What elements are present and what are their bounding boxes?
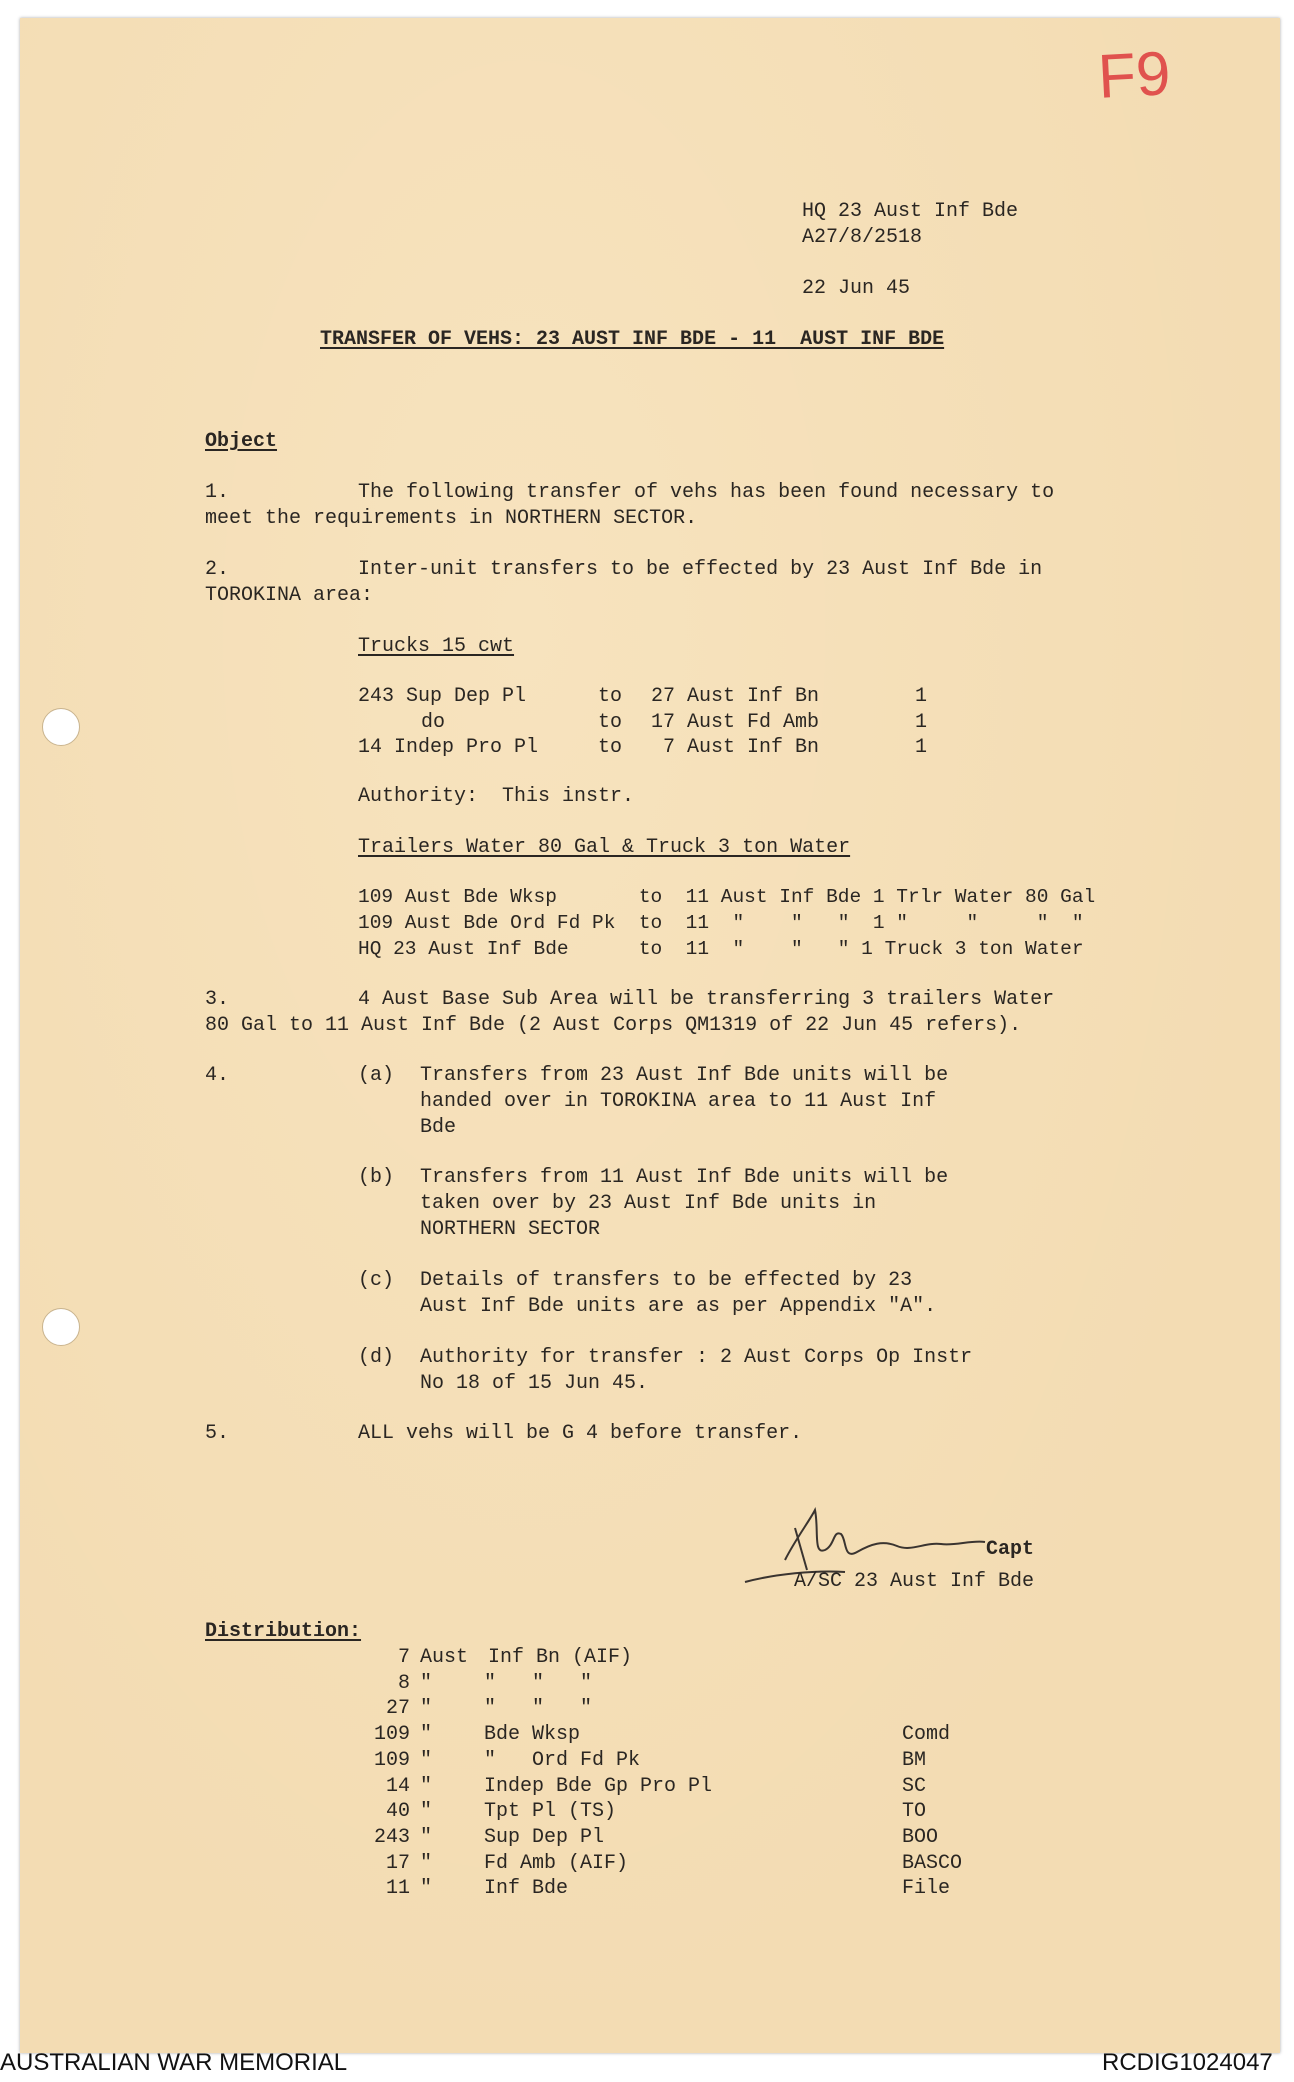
para4-item-label: (d) — [358, 1346, 395, 1369]
distribution-number: 17 — [385, 1851, 410, 1875]
distribution-number: 109 — [373, 1748, 410, 1772]
trucks-row-to: to — [598, 736, 623, 759]
para3-number: 3. — [205, 988, 230, 1011]
document-title: TRANSFER OF VEHS: 23 AUST INF BDE - 11 AUST INF BDE — [320, 328, 945, 351]
distribution-number: 27 — [385, 1697, 410, 1721]
trucks-row-qty: 1 — [915, 685, 928, 708]
object-heading: Object — [205, 430, 278, 453]
distribution-unit: Tpt Pl (TS) — [484, 1800, 617, 1824]
para3-line2: 80 Gal to 11 Aust Inf Bde (2 Aust Corps QM1319 of 22 Jun 45 refers). — [205, 1014, 1022, 1037]
distribution-unit: Bde Wksp — [484, 1723, 581, 1747]
distribution-number: 14 — [385, 1774, 410, 1798]
para1-line2: meet the requirements in NORTHERN SECTOR. — [205, 507, 698, 530]
para4-item-label: (c) — [358, 1269, 395, 1292]
para3-line1: 4 Aust Base Sub Area will be transferring 3 trailers Water — [358, 988, 1055, 1011]
para1-number: 1. — [205, 481, 230, 504]
para1-line1: The following transfer of vehs has been found necessary to — [358, 481, 1055, 504]
para4-item-line: Bde — [420, 1116, 457, 1139]
distribution-ditto: " — [420, 1697, 433, 1721]
header-date: 22 Jun 45 — [802, 277, 911, 300]
para4-item-label: (b) — [358, 1166, 395, 1189]
distribution-ditto: " — [420, 1723, 433, 1747]
distribution-number: 40 — [385, 1800, 410, 1824]
trucks-row-from: 14 Indep Pro Pl — [358, 736, 539, 759]
trucks-row-unit: 27 Aust Inf Bn — [651, 685, 820, 708]
trucks-row-to: to — [598, 685, 623, 708]
distribution-number: 109 — [373, 1723, 410, 1747]
trailers-heading: Trailers Water 80 Gal & Truck 3 ton Water — [358, 836, 851, 859]
footer-id: RCDIG1024047 — [1102, 2049, 1273, 2076]
para4-item-line: Aust Inf Bde units are as per Appendix "A". — [420, 1295, 937, 1318]
distribution-unit: " Ord Fd Pk — [484, 1748, 641, 1772]
distribution-recipient: SC — [902, 1774, 927, 1798]
distribution-recipient: BM — [902, 1748, 927, 1772]
punch-hole-top — [42, 708, 80, 746]
distribution-recipient: File — [902, 1877, 951, 1901]
trucks-row-unit: 7 Aust Inf Bn — [651, 736, 820, 759]
trailers-row: 109 Aust Bde Ord Fd Pk to 11 " " " 1 " " " " — [358, 912, 1084, 934]
distribution-ditto: Aust — [420, 1646, 469, 1669]
distribution-ditto: " — [420, 1851, 433, 1875]
distribution-recipient: BASCO — [902, 1851, 963, 1875]
para4-item-line: Details of transfers to be effected by 23 — [420, 1269, 913, 1292]
distribution-unit: Inf Bn (AIF) — [488, 1646, 633, 1669]
punch-hole-bottom — [42, 1308, 80, 1346]
para4-item-line: NORTHERN SECTOR — [420, 1218, 601, 1241]
distribution-unit: Fd Amb (AIF) — [484, 1851, 629, 1875]
distribution-ditto: " — [420, 1877, 433, 1901]
trucks-row-to: to — [598, 711, 623, 734]
signature-rank: Capt — [986, 1538, 1035, 1561]
distribution-unit: " " " — [484, 1697, 593, 1721]
header-hq: HQ 23 Aust Inf Bde — [802, 200, 1019, 223]
distribution-recipient: TO — [902, 1800, 927, 1824]
para5-number: 5. — [205, 1422, 230, 1445]
distribution-unit: " " " — [484, 1671, 593, 1695]
distribution-number: 243 — [373, 1825, 410, 1849]
para2-line1: Inter-unit transfers to be effected by 23 Aust Inf Bde in — [358, 558, 1043, 581]
distribution-ditto: " — [420, 1671, 433, 1695]
para4-item-line: taken over by 23 Aust Inf Bde units in — [420, 1192, 877, 1215]
distribution-unit: Indep Bde Gp Pro Pl — [484, 1774, 713, 1798]
distribution-ditto: " — [420, 1800, 433, 1824]
distribution-unit: Inf Bde — [484, 1877, 569, 1901]
distribution-heading: Distribution: — [205, 1620, 362, 1643]
para4-item-line: handed over in TOROKINA area to 11 Aust Inf — [420, 1090, 937, 1113]
distribution-number: 7 — [397, 1646, 410, 1669]
trucks-row-unit: 17 Aust Fd Amb — [651, 711, 820, 734]
para4-item-label: (a) — [358, 1064, 395, 1087]
distribution-number: 8 — [397, 1671, 410, 1695]
para2-line2: TOROKINA area: — [205, 584, 374, 607]
header-ref: A27/8/2518 — [802, 226, 923, 249]
para2-number: 2. — [205, 558, 230, 581]
signature-block: A/SC 23 Aust Inf Bde — [794, 1570, 1035, 1593]
distribution-recipient: Comd — [902, 1723, 951, 1747]
trucks-heading: Trucks 15 cwt — [358, 635, 515, 658]
distribution-ditto: " — [420, 1825, 433, 1849]
distribution-ditto: " — [420, 1748, 433, 1772]
distribution-recipient: BOO — [902, 1825, 939, 1849]
trucks-row-qty: 1 — [915, 736, 928, 759]
para4-item-line: Transfers from 23 Aust Inf Bde units will be — [420, 1064, 949, 1087]
trucks-authority: Authority: This instr. — [358, 785, 635, 808]
para4-item-line: Transfers from 11 Aust Inf Bde units will be — [420, 1166, 949, 1189]
folio-number: F9 — [1096, 39, 1173, 112]
para4-item-line: No 18 of 15 Jun 45. — [420, 1372, 649, 1395]
trailers-row: 109 Aust Bde Wksp to 11 Aust Inf Bde 1 Trlr Water 80 Gal — [358, 886, 1096, 908]
para4-number: 4. — [205, 1064, 230, 1087]
footer-institution: AUSTRALIAN WAR MEMORIAL — [0, 2049, 348, 2076]
para5-text: ALL vehs will be G 4 before transfer. — [358, 1422, 803, 1445]
trucks-row-from: 243 Sup Dep Pl — [358, 685, 527, 708]
trucks-row-qty: 1 — [915, 711, 928, 734]
distribution-number: 11 — [385, 1877, 410, 1901]
trucks-row-from: do — [421, 711, 446, 734]
distribution-ditto: " — [420, 1774, 433, 1798]
para4-item-line: Authority for transfer : 2 Aust Corps Op Instr — [420, 1346, 973, 1369]
distribution-unit: Sup Dep Pl — [484, 1825, 605, 1849]
trailers-row: HQ 23 Aust Inf Bde to 11 " " " 1 Truck 3 ton Water — [358, 938, 1084, 960]
